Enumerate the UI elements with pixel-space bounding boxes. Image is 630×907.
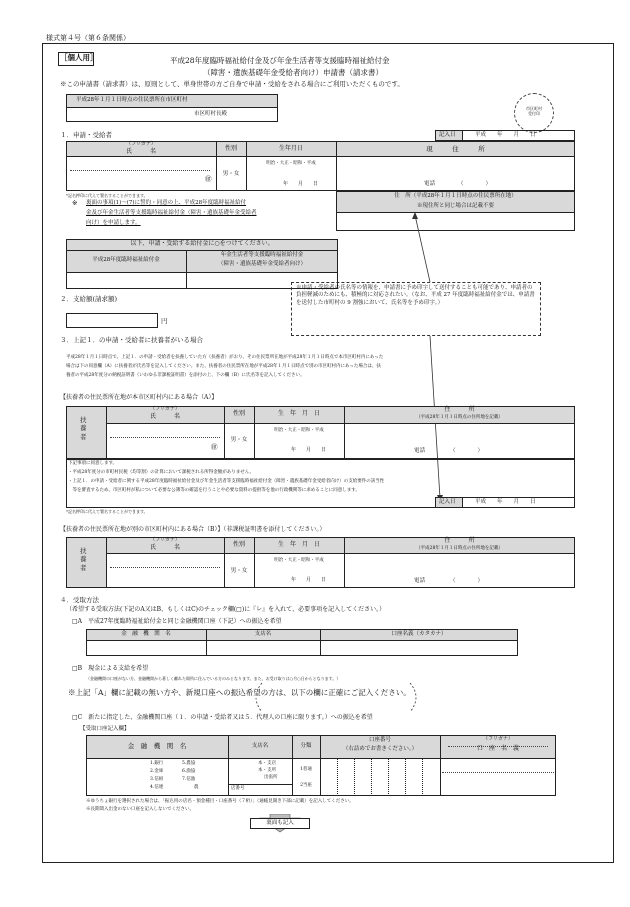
benefit-option-1: 平成28年度臨時福祉給付金 (92, 257, 160, 263)
personal-label: ［個人用］ (60, 53, 98, 62)
jan1-address-note: ※現住所と同じ場合は記載不要 (416, 203, 494, 209)
applicant-birth-ymd[interactable]: 年 月 日 (283, 181, 319, 187)
section1-heading: １．申請・受給者 (60, 131, 112, 139)
application-form-page: 様式第４号（第６条関係） ［個人用］ 平成28年度臨時福祉給付金及び年金生活者等支援臨時福祉給付金 （障害・遺族基礎年金受給者向け）申請書（請求書） ※この申請書（請求書）は、原則として、単身世帯の方ご自身で申請・受給をされる場合にご利用いただくものです。 市区町村 受付印 平成28年１月１日時点の住民票所在市区町村 市区町村長殿 １．申請・受給者 記入日 平成 年 月 日 （フリガナ） 氏 名 性別 生年月日 現 住 所 ㊞ 男・女 明治・大正・昭和・平成 年 月 日 電話 （ ） *記名押印に代えて署名することができます。 ※ 裏面の事項(1)～(7)に誓約・同意の上、平成28年度臨時福祉給付 金及び年金生活者等支援臨時福祉給付金（障害・遺族基礎年金受給者 向け）を申請します。 住 所（平成28年１月１日時点の住民票所在地） ※現住所と同じ場合は記載不要 以下、申請・受給する給付金に○をつけてください。 平成28年度臨時福祉給付金 年金生活者等支援臨時福祉給付金 （障害・遺族基礎年金受給者向け） ※申請・受給者の氏名等の情報を、申請書に予め印字して送付することも可能であり、申請者の負担軽減のためにも、積極的に対応されたい。（なお、平成 27 年度臨時福祉給付金では、申請書を送付した市町村の 9 割強において、氏名等を予め印字。） ２．支給額(請求額) 円 ３．上記１．の申請・受給者に扶養者がいる場合 平成28年１月１日時点で、上記１．の申請・受給者を扶養していた方（扶養者）がおり、その住民票所在地が平成28年１月１日時点で本市区町村内にあった 場合は下の同意欄（A）に扶養者が氏名等を記入してください。また、扶養者の住民票所在地が平成28年１月１日時点で別の市区町村内にあった場合は、扶 養者の平成28年度分の納税証明書（いわゆる非課税証明書）を添付の上、下の欄（B）に氏名等を記入してください。 【扶養者の住民票所在地が本市区町村内にある場合（A）】 扶養者 （フリガナ） 氏 名 性別 生 年 月 日 住 所 （平成28年１月１日時点の住所地を記載） ㊞ 男・女 明治・大正・昭和・平成 年 月 日 電話 （ ） 下記事項に同意します。 ・平成28年度分の市町村民税（均等割）の計算において課税される所得金額がありません。 ・上記１．の申請・受給者に関する平成28年度臨時福祉給付金及び年金生活者等支援臨時福祉給付金（障害・遺族基礎年金受給者向け）の支給要件の該当性 等を審査するため、市区町村が私について必要な公簿等の確認を行うことや必要な資料の提供等を他の行政機関等に求めることに同意します。 記入日 平成 年 月 日 *記名押印に代えて署名することができます。 【扶養者の住民票所在地が別の市区町村内にある場合（B）】（非課税証明書を添付してください。） 扶養者 （フリガナ） 氏 名 性別 生 年 月 日 住 所 （平成28年１月１日時点の住所地を記載） 男・女 明治・大正・昭和・平成 年 月 日 電話 （ ） ４．受取方法 （希望する受取方法(下記のA又はB、もしくはC)のチェック欄(□)に『レ』を入れて、必要事項を記入してください。） □A 平成27年度臨時福祉給付金と同じ金融機関口座（下記）への振込を希望 金 融 機 関 名 支店名 口座名義（カタカナ） □B 現金による支給を希望 （金融機関の口座がない方、金融機関から著しく離れた場所に住んでいる方のみとなります。また、お受け取りは○月○日からとなります。） ※上記「A」欄に記載の無い方や、新規口座への振込希望の方は、以下の欄に正確にご記入ください。 □C 新たに指定した、金融機関口座（１．の申請・受給者又は５．代理人の口座に限ります。）への振込を希望 【受取口座記入欄】 金 融 機 関 名 支店名 分類 口座番号 （右詰めでお書きください。） （フリガナ） 口 座 名 義 1.銀行 2.金庫 3.信組 4.信連 5.農協 6.漁協 7.信漁 農 本・支店 本・支所 出張所 店番号 1普通 2当座 ※ゆうちょ銀行を選択された場合は、「振込用の店名・預金種目・口座番号（７桁）」（通帳見開き下部に記載）を記入してください。 ※長期間入出金のない口座を記入しないでください。 裏面も記入 (0, 0, 630, 907)
dependent-b-gender[interactable]: 男・女 (230, 568, 248, 574)
section4-heading: ４．受取方法 (60, 596, 99, 604)
option-b-note: （金融機関の口座がない方、金融機関から著しく離れた場所に住んでいる方のみとなります。また、お受け取りは○月○日からとなります。） (86, 676, 341, 681)
branch-number-field[interactable] (252, 785, 292, 795)
form-title-line1: 平成28年度臨時福祉給付金及び年金生活者等支援臨時福祉給付金 (170, 56, 390, 65)
continue-label: 裏面も記入 (266, 820, 294, 826)
new-account-notice: ※上記「A」欄に記載の無い方や、新規口座への振込希望の方は、以下の欄に正確にご記入ください。 (68, 688, 411, 697)
applicant-phone-label: 電話 (424, 181, 436, 187)
form-title-line2: （障害・遺族基礎年金受給者向け）申請書（請求書） (203, 68, 383, 77)
form-number: 様式第４号（第６条関係） (46, 34, 130, 42)
benefit-option-2a: 年金生活者等支援臨時福祉給付金 (220, 252, 304, 258)
agreement-text-2: 金及び年金生活者等支援臨時福祉給付金（障害・遺族基礎年金受給者 (86, 210, 257, 216)
dependent-a-gender[interactable]: 男・女 (230, 437, 248, 443)
applicant-era[interactable]: 明治・大正・昭和・平成 (266, 161, 316, 166)
applicant-phone[interactable]: （ ） (458, 181, 492, 187)
addressee-header: 平成28年１月１日時点の住民票所在市区町村 (76, 97, 188, 103)
benefit-option-2b: （障害・遺族基礎年金受給者向け） (217, 261, 306, 267)
option-c[interactable]: □C 新たに指定した、金融機関口座（１．の申請・受給者又は５．代理人の口座に限ります。）への振込を希望 (72, 714, 373, 721)
receipt-stamp-label: 市区町村 受付印 (526, 106, 542, 116)
benefit-select-header: 以下、申請・受給する給付金に○をつけてください。 (130, 240, 274, 247)
dependent-a-label: 扶養者 (80, 416, 87, 441)
section3-heading: ３．上記１．の申請・受給者に扶養者がいる場合 (60, 336, 203, 344)
callout-note: ※申請・受給者の氏名等の情報を、申請書に予め印字して送付することも可能であり、申請者の負担軽減のためにも、積極的に対応されたい。（なお、平成 27 年度臨時福祉給付金では、申請書を送付した市町村の 9 割強において、氏名等を予め印字。） (296, 285, 535, 306)
addressee-mayor: 市区町村長殿 (194, 111, 228, 117)
entry-date-value[interactable]: 平成 年 月 日 (475, 132, 536, 138)
account-holder-field[interactable] (442, 760, 554, 794)
dependent-b-heading: 【扶養者の住民票所在地が別の市区町村内にある場合（B）】（非課税証明書を添付してください。） (60, 526, 326, 533)
intro-note: ※この申請書（請求書）は、原則として、単身世帯の方ご自身で申請・受給をされる場合にご利用いただくものです。 (60, 80, 404, 88)
jan1-address-header: 住 所（平成28年１月１日時点の住民票所在地） (394, 193, 517, 199)
account-section-heading: 【受取口座記入欄】 (80, 726, 130, 732)
section4-instruction: （希望する受取方法(下記のA又はB、もしくはC)のチェック欄(□)に『レ』を入れて、必要事項を記入してください。） (66, 606, 386, 613)
agreement-text-1: 裏面の事項(1)～(7)に誓約・同意の上、平成28年度臨時福祉給付 (86, 200, 247, 206)
dependent-b-label: 扶養者 (80, 547, 87, 572)
section2-heading: ２．支給額(請求額) (60, 295, 118, 303)
new-bank-name-field[interactable] (88, 760, 148, 794)
applicant-gender[interactable]: 男・女 (222, 171, 240, 177)
sign-note-1: *記名押印に代えて署名することができます。 (66, 193, 148, 198)
option-a[interactable]: □A 平成27年度臨時福祉給付金と同じ金融機関口座（下記）への振込を希望 (72, 618, 282, 625)
agreement-text-3: 向け）を申請します。 (86, 220, 141, 226)
option-b[interactable]: □B 現金による支給を希望 (72, 665, 149, 672)
dependent-a-heading: 【扶養者の住民票所在地が本市区町村内にある場合（A）】 (60, 394, 218, 401)
entry-date-label: 記入日 (439, 132, 456, 138)
applicant-seal: ㊞ (205, 175, 212, 183)
account-number-field[interactable] (321, 759, 439, 795)
